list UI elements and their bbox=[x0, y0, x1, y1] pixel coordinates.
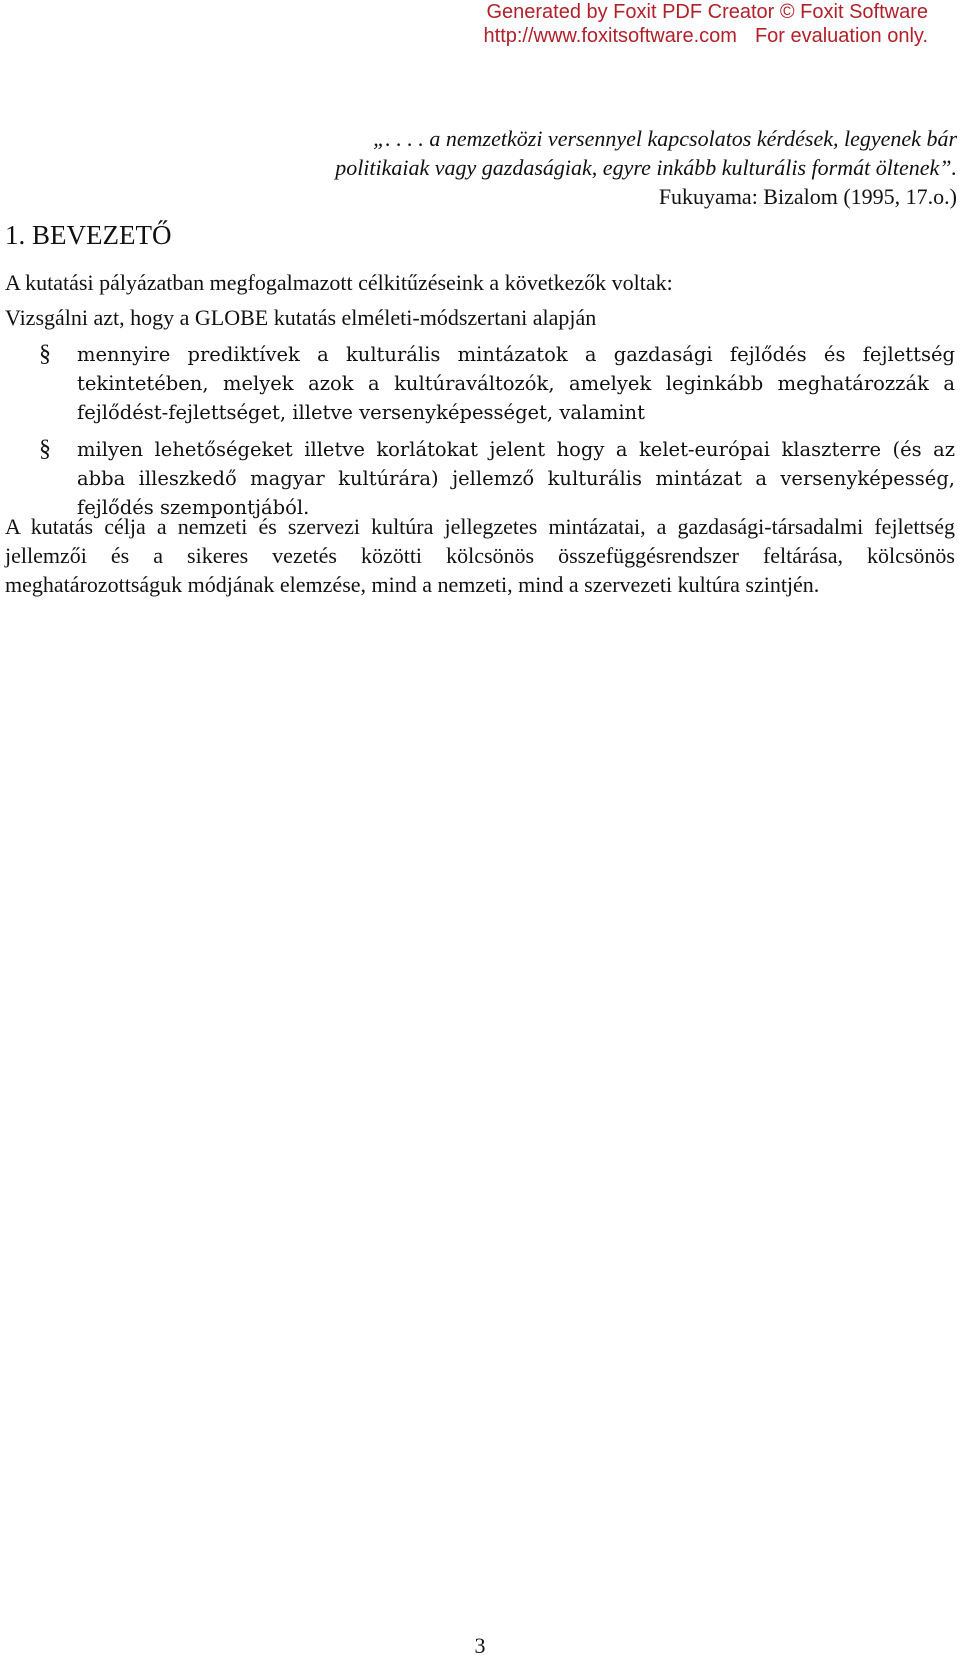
intro-line-2: Vizsgálni azt, hogy a GLOBE kutatás elméleti-módszertani alapján bbox=[5, 305, 597, 330]
watermark-eval-note: For evaluation only. bbox=[754, 25, 928, 47]
intro-line-1: A kutatási pályázatban megfogalmazott célkitűzéseink a következők voltak: bbox=[5, 270, 673, 295]
section-heading: 1. BEVEZETŐ bbox=[5, 220, 172, 250]
section-sign-bullet-icon: § bbox=[39, 436, 51, 462]
list-item bbox=[5, 340, 955, 427]
page-number: 3 bbox=[474, 1633, 486, 1658]
list-item-text: mennyire prediktívek a kulturális mintázatok a gazdasági fejlődés és fejlettség tekintetében, melyek azok a kultúraváltozók, amelyek leginkább meghatározzák a fejlődést-fejlettséget, illetve versenyképességet, valamint bbox=[77, 343, 955, 424]
epigraph-quote-line-1: „. . . . a nemzetközi versennyel kapcsolatos kérdések, legyenek bár bbox=[373, 126, 957, 151]
watermark-line-2 bbox=[484, 24, 928, 48]
section-sign-bullet-icon: § bbox=[39, 341, 51, 367]
watermark-line-1: Generated by Foxit PDF Creator © Foxit Software bbox=[486, 1, 928, 23]
epigraph-citation: Fukuyama: Bizalom (1995, 17.o.) bbox=[658, 184, 957, 209]
watermark-url-link[interactable]: http://www.foxitsoftware.com bbox=[483, 25, 737, 47]
objectives-list bbox=[5, 340, 955, 530]
list-item-text: milyen lehetőségeket illetve korlátokat jelent hogy a kelet-európai klaszterre (és az abba illeszkedő magyar kultúrára) jellemző kulturális mintázat a versenyképesség, fejlődés szempontjából. bbox=[77, 438, 955, 519]
epigraph-quote-line-2: politikaiak vagy gazdaságiak, egyre inkább kulturális formát öltenek”. bbox=[335, 155, 957, 180]
list-item bbox=[5, 435, 955, 522]
research-goal-paragraph: A kutatás célja a nemzeti és szervezi kultúra jellegzetes mintázatai, a gazdasági-társadalmi fejlettség jellemzői és a sikeres vezetés közötti kölcsönös összefüggésrendszer feltárása, kölcsönös meghatározottságuk módjának elemzése, mind a nemzeti, mind a szervezeti kultúra szintjén. bbox=[5, 514, 955, 597]
epigraph bbox=[197, 124, 957, 211]
foxit-watermark bbox=[484, 0, 928, 48]
